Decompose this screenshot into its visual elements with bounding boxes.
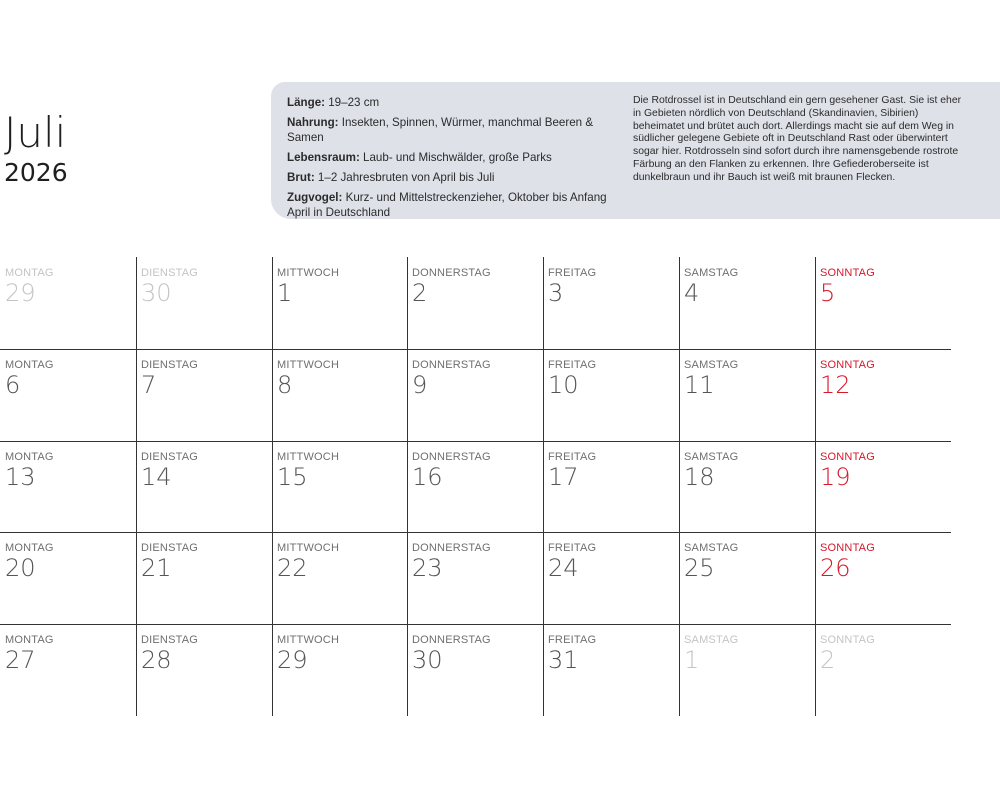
weekday-label: FREITAG — [548, 267, 597, 279]
weekday-label: MITTWOCH — [277, 267, 340, 279]
weekday-label: SONNTAG — [820, 634, 875, 646]
weekday-label: DIENSTAG — [141, 267, 199, 279]
day-cell[interactable] — [0, 532, 135, 623]
weekday-label: MONTAG — [5, 634, 54, 646]
weekday-label: DONNERSTAG — [412, 451, 491, 463]
weekday-label: DIENSTAG — [141, 451, 199, 463]
day-number: 28 — [141, 646, 172, 674]
weekday-label: SAMSTAG — [684, 542, 739, 554]
day-number: 29 — [5, 279, 36, 307]
month-title: Juli — [4, 108, 67, 157]
weekday-label: MITTWOCH — [277, 359, 340, 371]
day-number: 23 — [412, 554, 443, 582]
day-cell[interactable] — [543, 349, 678, 440]
day-number: 6 — [5, 371, 21, 399]
weekday-label: DIENSTAG — [141, 359, 199, 371]
day-number: 14 — [141, 463, 172, 491]
day-cell[interactable] — [136, 532, 271, 623]
fact-label: Lebensraum: — [287, 151, 360, 164]
day-number: 30 — [412, 646, 443, 674]
day-cell[interactable] — [272, 441, 407, 532]
day-cell[interactable] — [679, 532, 814, 623]
weekday-label: FREITAG — [548, 359, 597, 371]
fact-value: Kurz- und Mittelstreckenzieher, Oktober bis Anfang April in Deutschland — [287, 191, 607, 219]
day-number: 30 — [141, 279, 172, 307]
fact-value: 19–23 cm — [325, 96, 380, 109]
day-number: 13 — [5, 463, 36, 491]
day-cell[interactable] — [407, 349, 542, 440]
day-cell[interactable] — [136, 257, 271, 348]
day-number: 18 — [684, 463, 715, 491]
day-cell[interactable] — [136, 441, 271, 532]
day-number: 29 — [277, 646, 308, 674]
day-cell[interactable] — [0, 624, 135, 715]
day-number: 17 — [548, 463, 579, 491]
weekday-label: DONNERSTAG — [412, 542, 491, 554]
day-number: 19 — [820, 463, 851, 491]
weekday-label: SAMSTAG — [684, 634, 739, 646]
facts-list — [287, 95, 627, 225]
day-cell[interactable] — [815, 257, 950, 348]
day-cell[interactable] — [407, 441, 542, 532]
day-cell[interactable] — [679, 624, 814, 715]
day-number: 31 — [548, 646, 579, 674]
fact-label: Länge: — [287, 96, 326, 109]
day-number: 24 — [548, 554, 579, 582]
weekday-label: MONTAG — [5, 359, 54, 371]
day-cell[interactable] — [815, 441, 950, 532]
day-cell[interactable] — [272, 532, 407, 623]
day-cell[interactable] — [815, 624, 950, 715]
day-number: 9 — [412, 371, 428, 399]
day-number: 12 — [820, 371, 851, 399]
fact-food — [287, 115, 627, 145]
fact-value: 1–2 Jahresbruten von April bis Juli — [314, 171, 495, 184]
day-cell[interactable] — [272, 257, 407, 348]
weekday-label: SONNTAG — [820, 359, 875, 371]
day-number: 3 — [548, 279, 564, 307]
day-cell[interactable] — [815, 349, 950, 440]
day-cell[interactable] — [136, 624, 271, 715]
day-number: 10 — [548, 371, 579, 399]
info-box — [271, 82, 1000, 219]
day-number: 21 — [141, 554, 172, 582]
day-number: 20 — [5, 554, 36, 582]
day-number: 25 — [684, 554, 715, 582]
day-cell[interactable] — [407, 624, 542, 715]
weekday-label: SAMSTAG — [684, 451, 739, 463]
day-cell[interactable] — [0, 349, 135, 440]
weekday-label: DONNERSTAG — [412, 267, 491, 279]
day-number: 26 — [820, 554, 851, 582]
bird-description: Die Rotdrossel ist in Deutschland ein gern gesehener Gast. Sie ist eher in Gebieten nördlich von Deutschland (Skandinavien, Sibirien) beheimatet und brütet auch dort. Allerdings macht sie auf dem Weg in südlicher gelegene Gebiete oft in Deutschland Rast oder überwintert sogar hier. Rotdrosseln sind sofort durch ihre namensgebende rostrote Färbung an den Flanken zu erkennen. Ihre Gefiederoberseite ist dunkelbraun und ihr Bauch ist weiß mit braunen Flecken. — [633, 95, 962, 183]
weekday-label: MONTAG — [5, 542, 54, 554]
day-number: 5 — [820, 279, 836, 307]
day-number: 16 — [412, 463, 443, 491]
weekday-label: MITTWOCH — [277, 451, 340, 463]
day-number: 7 — [141, 371, 157, 399]
day-cell[interactable] — [136, 349, 271, 440]
weekday-label: MONTAG — [5, 451, 54, 463]
day-number: 2 — [820, 646, 836, 674]
day-number: 27 — [5, 646, 36, 674]
weekday-label: FREITAG — [548, 542, 597, 554]
day-cell[interactable] — [543, 257, 678, 348]
day-cell[interactable] — [272, 624, 407, 715]
fact-value: Insekten, Spinnen, Würmer, manchmal Beeren & Samen — [287, 116, 594, 144]
day-number: 2 — [412, 279, 428, 307]
day-number: 4 — [684, 279, 700, 307]
calendar-grid — [0, 257, 951, 717]
day-cell[interactable] — [272, 349, 407, 440]
weekday-label: SONNTAG — [820, 542, 875, 554]
day-number: 22 — [277, 554, 308, 582]
day-cell[interactable] — [679, 257, 814, 348]
year-title: 2026 — [4, 158, 68, 187]
weekday-label: DIENSTAG — [141, 542, 199, 554]
day-number: 1 — [277, 279, 293, 307]
fact-migration — [287, 190, 627, 220]
weekday-label: FREITAG — [548, 451, 597, 463]
fact-label: Nahrung: — [287, 116, 339, 129]
weekday-label: FREITAG — [548, 634, 597, 646]
day-number: 8 — [277, 371, 293, 399]
day-cell[interactable] — [543, 624, 678, 715]
weekday-label: DONNERSTAG — [412, 634, 491, 646]
weekday-label: SONNTAG — [820, 451, 875, 463]
day-number: 1 — [684, 646, 700, 674]
day-cell[interactable] — [679, 349, 814, 440]
weekday-label: DIENSTAG — [141, 634, 199, 646]
day-cell[interactable] — [0, 441, 135, 532]
weekday-label: SAMSTAG — [684, 359, 739, 371]
fact-habitat — [287, 150, 627, 165]
day-cell[interactable] — [0, 257, 135, 348]
weekday-label: MONTAG — [5, 267, 54, 279]
weekday-label: SONNTAG — [820, 267, 875, 279]
day-number: 11 — [684, 371, 715, 399]
fact-breeding — [287, 170, 627, 185]
fact-label: Brut: — [287, 171, 315, 184]
weekday-label: MITTWOCH — [277, 634, 340, 646]
fact-value: Laub- und Mischwälder, große Parks — [359, 151, 552, 164]
day-number: 15 — [277, 463, 308, 491]
day-cell[interactable] — [407, 257, 542, 348]
weekday-label: MITTWOCH — [277, 542, 340, 554]
weekday-label: SAMSTAG — [684, 267, 739, 279]
day-cell[interactable] — [543, 441, 678, 532]
day-cell[interactable] — [679, 441, 814, 532]
day-cell[interactable] — [543, 532, 678, 623]
weekday-label: DONNERSTAG — [412, 359, 491, 371]
day-cell[interactable] — [407, 532, 542, 623]
fact-label: Zugvogel: — [287, 191, 343, 204]
fact-length — [287, 95, 627, 110]
day-cell[interactable] — [815, 532, 950, 623]
